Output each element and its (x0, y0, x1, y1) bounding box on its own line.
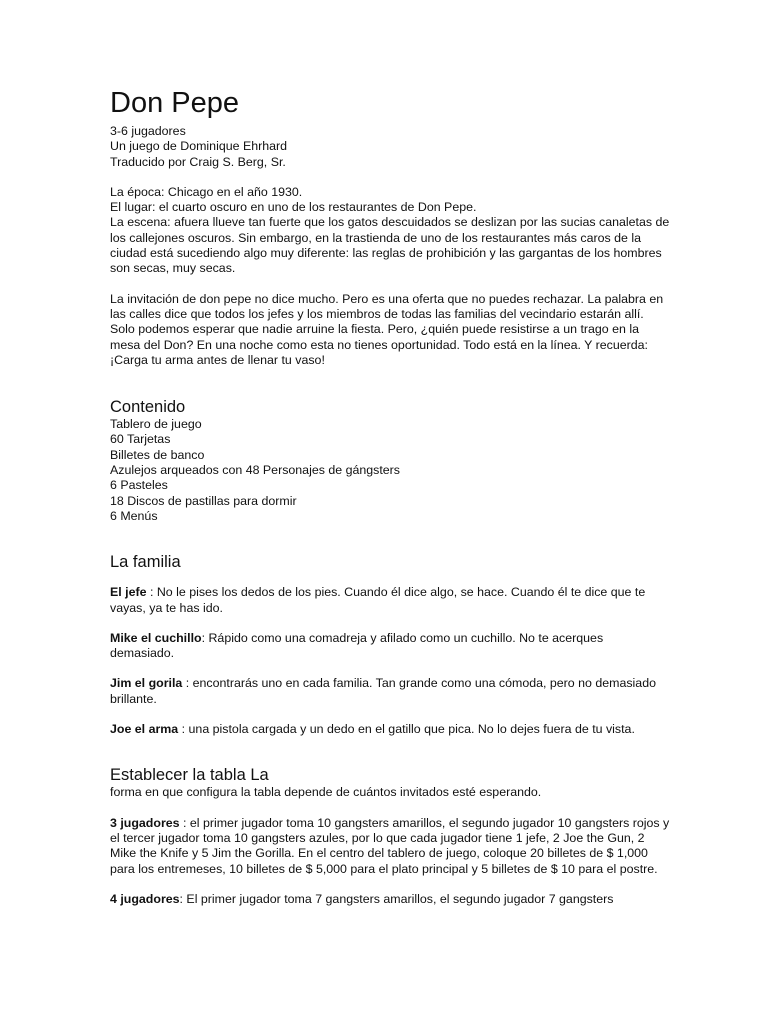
list-item: Billetes de banco (110, 447, 205, 462)
rule-name: 3 jugadores (110, 815, 180, 830)
list-item: Azulejos arqueados con 48 Personajes de gángsters (110, 463, 400, 478)
member-description: : encontrarás uno en cada familia. Tan grande como una cómoda, pero no demasiado brillante. (110, 676, 656, 706)
list-item: 18 Discos de pastillas para dormir (110, 493, 297, 508)
intro-lugar: El lugar: el cuarto oscuro en uno de los restaurantes de Don Pepe. (110, 200, 477, 215)
member-jefe (110, 585, 670, 616)
author-line: Un juego de Dominique Ehrhard (110, 139, 288, 154)
list-item: 6 Pasteles (110, 478, 168, 493)
players-count: 3-6 jugadores (110, 124, 186, 138)
document-body (110, 86, 670, 907)
section-heading-tabla: Establecer la tabla La (110, 766, 269, 785)
translator-line: Traducido por Craig S. Berg, Sr. (110, 154, 286, 169)
member-description: : una pistola cargada y un dedo en el gatillo que pica. No lo dejes fuera de tu vista. (178, 722, 635, 737)
contents-list (110, 417, 670, 524)
section-heading-contenido: Contenido (110, 398, 186, 417)
member-description: : No le pises los dedos de los pies. Cuando él dice algo, se hace. Cuando él te dice que te vayas, ya te has ido. (110, 585, 646, 615)
member-description: : Rápido como una comadreja y afilado como un cuchillo. No te acerques demasiado. (110, 630, 604, 661)
list-item: Tablero de juego (110, 417, 202, 432)
rule-name: 4 jugadores (110, 891, 180, 906)
intro-escena: La escena: afuera llueve tan fuerte que los gatos descuidados se deslizan por las sucias canaletas de los callejones oscuros. Sin embargo, en la trastienda de uno de los restaurantes más caros de la ciudad está sucediendo algo muy diferente: las reglas de prohibición y las gargantas de los hombres son secas, muy secas. (110, 215, 670, 276)
intro-epoca: La época: Chicago en el año 1930. (110, 184, 303, 199)
rule-4-players (110, 892, 670, 907)
intro-invitacion: La invitación de don pepe no dice mucho. Pero es una oferta que no puedes rechazar. La palabra en las calles dice que todos los jefes y los miembros de todas las familias del vecindario estarán allí. Solo podemos esperar que nadie arruine la fiesta. Pero, ¿quién puede resistirse a un trago en la mesa del Don? En una noche como esta no tienes oportunidad. Todo está en la línea. Y recuerda: ¡Carga tu arma antes de llenar tu vaso! (110, 291, 664, 367)
section-heading-familia: La familia (110, 553, 181, 572)
member-name: Joe el arma (110, 722, 179, 737)
member-jim (110, 676, 670, 707)
member-mike (110, 631, 670, 662)
member-name: Mike el cuchillo (110, 630, 202, 645)
tabla-intro: forma en que configura la tabla depende de cuántos invitados esté esperando. (110, 785, 542, 800)
member-joe (110, 722, 670, 737)
rule-description: : el primer jugador toma 10 gangsters amarillos, el segundo jugador 10 gangsters rojos y el tercer jugador toma 10 gangsters azules, por lo que cada jugador tiene 1 jefe, 2 Joe the Gun, 2 Mike the Knife y 5 Jim the Gorilla. En el centro del tablero de juego, coloque 20 billetes de $ 1,000 para los entremeses, 10 billetes de $ 5,000 para el plato principal y 5 billetes de $ 10 para el postre. (110, 815, 670, 876)
rule-3-players (110, 816, 670, 877)
member-name: Jim el gorila (110, 676, 183, 691)
page-title: Don Pepe (110, 87, 239, 119)
list-item: 6 Menús (110, 508, 158, 523)
list-item: 60 Tarjetas (110, 432, 171, 447)
rule-description: : El primer jugador toma 7 gangsters amarillos, el segundo jugador 7 gangsters (179, 891, 614, 906)
member-name: El jefe (110, 585, 147, 600)
